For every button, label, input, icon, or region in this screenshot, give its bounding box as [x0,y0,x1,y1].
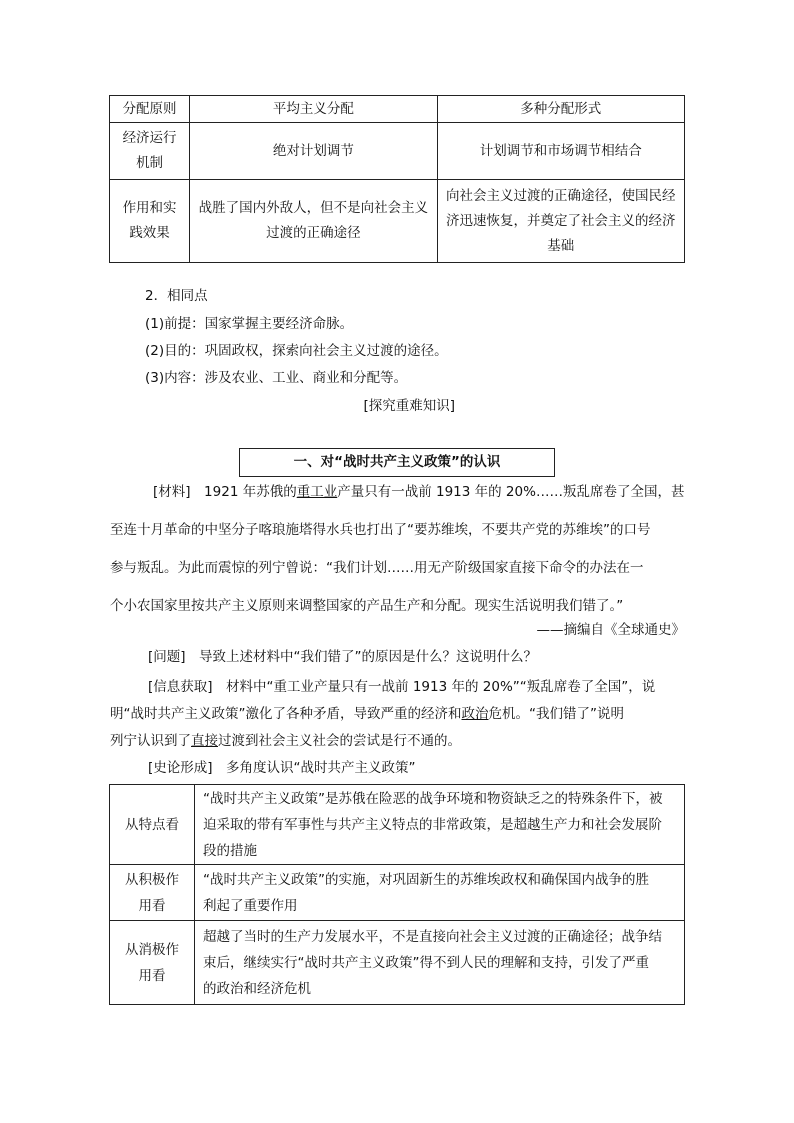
table-cell: 平均主义分配 [190,96,437,123]
material-paragraph: [材料] 1921 年苏俄的重工业产量只有一战前 1913 年的 20%……叛乱席卷了全国，甚 至连十月革命的中坚分子喀琅施塔得水兵也打出了“要苏维埃，不要共产党的苏维埃”的口号 参与叛乱。为此而震惊的列宁曾说：“我们计划……用无产阶级国家直接下命令的办法在一 个小农国家里按共产主义原则来调整国家的产品生产和分配。现实生活说明我们错了。” [110,484,685,614]
similarity-item: (1)前提：国家掌握主要经济命脉。 [145,316,354,332]
table-cell: 计划调节和市场调节相结合 [437,123,684,180]
info-label: [信息获取] [148,679,213,695]
table-row [110,921,685,1005]
row-header: 分配原则 [110,96,190,123]
table-row [110,96,685,123]
table-row [110,865,685,921]
similarities-heading: 2．相同点 [145,288,208,304]
row-header: 从积极作 用看 [110,865,195,921]
info-paragraph: [信息获取] 材料中“重工业产量只有一战前 1913 年的 20%”“叛乱席卷了全国”，说 明“战时共产主义政策”激化了各种矛盾，导致严重的经济和政治危机。“我们错了”说明 列宁认识到了直接过渡到社会主义社会的尝试是行不通的。 [110,679,656,749]
section-tag: [探究重难知识] [363,398,455,414]
table-row [110,180,685,263]
similarity-item: (3)内容：涉及农业、工业、商业和分配等。 [145,370,408,386]
similarity-item: (2)目的：巩固政权，探索向社会主义过渡的途径。 [145,343,448,359]
topic-title-box: 一、对“战时共产主义政策”的认识 [239,448,555,477]
table-row [110,785,685,865]
table-cell: “战时共产主义政策”的实施，对巩固新生的苏维埃政权和确保国内战争的胜 利起了重要作用 [195,865,685,921]
table-cell: 多种分配形式 [437,96,684,123]
comparison-table [109,95,685,263]
material-label: [材料] [153,484,191,500]
question-label: [问题] [148,649,186,665]
table-cell: 向社会主义过渡的正确途径，使国民经 济迅速恢复，并奠定了社会主义的经济 基础 [437,180,684,263]
analysis-label: [史论形成] [148,760,213,776]
row-header: 作用和实 践效果 [110,180,190,263]
row-header: 从特点看 [110,785,195,865]
perspective-table [109,784,685,1005]
table-cell: 绝对计划调节 [190,123,437,180]
analysis-heading: [史论形成] 多角度认识“战时共产主义政策” [148,760,416,776]
question: [问题] 导致上述材料中“我们错了”的原因是什么？这说明什么？ [148,649,538,665]
table-cell: “战时共产主义政策”是苏俄在险恶的战争环境和物资缺乏之的特殊条件下，被 迫采取的带有军事性与共产主义特点的非常政策，是超越生产力和社会发展阶 段的措施 [195,785,685,865]
row-header: 从消极作 用看 [110,921,195,1005]
table-row [110,123,685,180]
table-cell: 超越了当时的生产力发展水平，不是直接向社会主义过渡的正确途径；战争结 束后，继续实行“战时共产主义政策”得不到人民的理解和支持，引发了严重 的政治和经济危机 [195,921,685,1005]
material-source: ——摘编自《全球通史》 [536,622,685,638]
table-cell: 战胜了国内外敌人，但不是向社会主义 过渡的正确途径 [190,180,437,263]
row-header: 经济运行 机制 [110,123,190,180]
